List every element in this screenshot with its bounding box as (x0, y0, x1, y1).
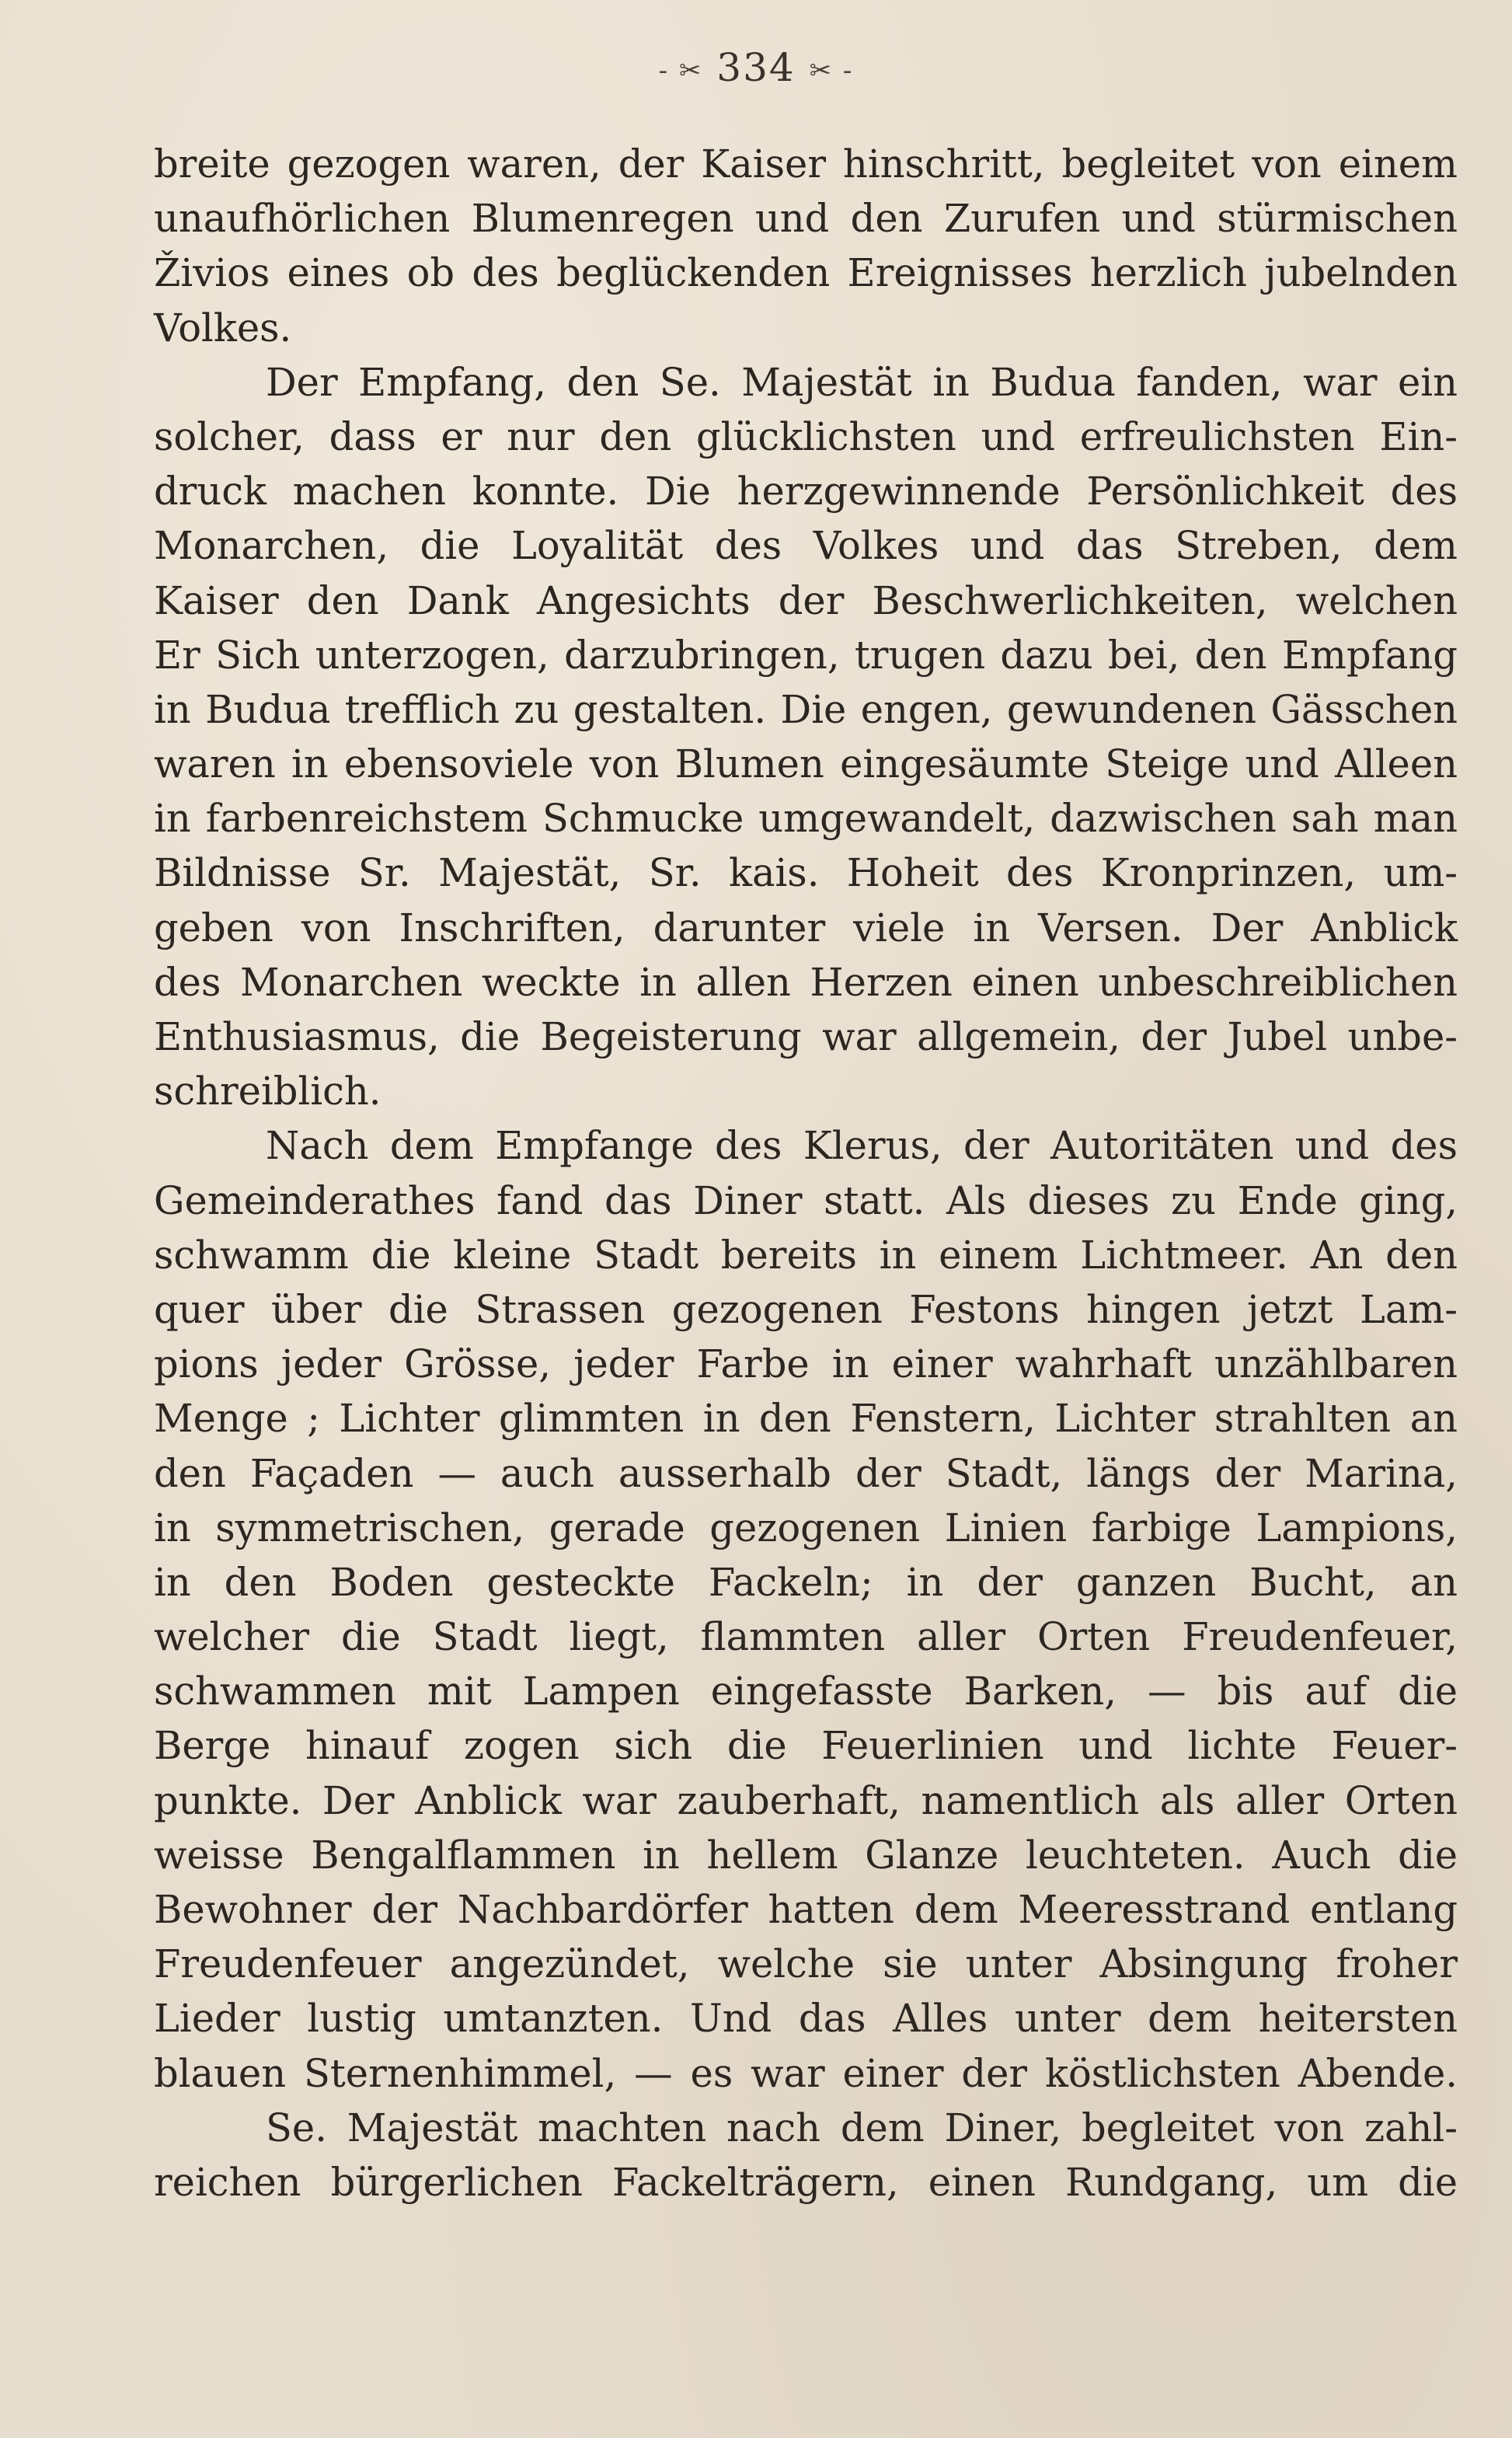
text-line: des Monarchen weckte in allen Herzen einen unbeschreiblichen (154, 959, 1458, 1005)
text-line: Er Sich unterzogen, darzubringen, trugen dazu bei, den Empfang (154, 632, 1458, 678)
text-line: Živios eines ob des beglückenden Ereignisses herzlich jubelnden (154, 250, 1458, 296)
body-text (154, 137, 1458, 2210)
text-line: den Façaden — auch ausserhalb der Stadt, längs der Marina, (154, 1450, 1458, 1496)
text-line: in den Boden gesteckte Fackeln; in der ganzen Bucht, an (154, 1559, 1458, 1605)
text-line: Gemeinderathes fand das Diner statt. Als dieses zu Ende ging, (154, 1177, 1458, 1223)
text-line: schreiblich. (154, 1069, 381, 1114)
text-line: druck machen konnte. Die herzgewinnende Persönlichkeit des (154, 469, 1458, 514)
text-line: Nach dem Empfange des Klerus, der Autoritäten und des (266, 1123, 1458, 1169)
text-line: Bewohner der Nachbardörfer hatten dem Meeresstrand entlang (154, 1887, 1458, 1932)
text-line: Lieder lustig umtanzten. Und das Alles unter dem heitersten (154, 1996, 1458, 2042)
right-ornament: ✂ - (809, 55, 854, 86)
page-number: 334 (716, 45, 796, 90)
text-line: Volkes. (154, 305, 292, 351)
text-line: waren in ebensoviele von Blumen eingesäumte Steige und Alleen (154, 741, 1458, 787)
text-line: in Budua trefflich zu gestalten. Die engen, gewundenen Gässchen (154, 686, 1458, 732)
text-line: reichen bürgerlichen Fackelträgern, einen Rundgang, um die (154, 2159, 1458, 2205)
text-line: quer über die Strassen gezogenen Festons hingen jetzt Lam- (154, 1286, 1458, 1332)
text-line: blauen Sternenhimmel, — es war einer der köstlichsten Abende. (154, 2050, 1458, 2096)
text-line: in farbenreichstem Schmucke umgewandelt, dazwischen sah man (154, 796, 1458, 842)
left-ornament: - ✂ (658, 55, 703, 86)
text-line: schwamm die kleine Stadt bereits in einem Lichtmeer. An den (154, 1232, 1458, 1278)
text-line: punkte. Der Anblick war zauberhaft, namentlich als aller Orten (154, 1777, 1458, 1823)
text-line: Se. Majestät machten nach dem Diner, begleitet von zahl- (266, 2105, 1458, 2150)
text-line: Menge ; Lichter glimmten in den Fenstern, Lichter strahlten an (154, 1396, 1458, 1442)
text-line: pions jeder Grösse, jeder Farbe in einer wahrhaft unzählbaren (154, 1341, 1458, 1387)
text-line: in symmetrischen, gerade gezogenen Linien farbige Lampions, (154, 1505, 1458, 1550)
text-line: Bildnisse Sr. Majestät, Sr. kais. Hoheit des Kronprinzen, um- (154, 850, 1458, 896)
text-line: Freudenfeuer angezündet, welche sie unter Absingung froher (154, 1941, 1458, 1987)
text-line: Kaiser den Dank Angesichts der Beschwerlichkeiten, welchen (154, 577, 1458, 623)
text-line: unaufhörlichen Blumenregen und den Zurufen und stürmischen (154, 196, 1458, 242)
text-line: welcher die Stadt liegt, flammten aller Orten Freudenfeuer, (154, 1614, 1458, 1660)
text-line: weisse Bengalflammen in hellem Glanze leuchteten. Auch die (154, 1832, 1458, 1878)
text-line: breite gezogen waren, der Kaiser hinschritt, begleitet von einem (154, 141, 1458, 187)
text-line: Monarchen, die Loyalität des Volkes und das Streben, dem (154, 523, 1458, 569)
page-header (0, 45, 1512, 90)
text-line: solcher, dass er nur den glücklichsten und erfreulichsten Ein- (154, 413, 1458, 459)
text-line: Enthusiasmus, die Begeisterung war allgemein, der Jubel unbe- (154, 1014, 1458, 1059)
text-line: Berge hinauf zogen sich die Feuerlinien und lichte Feuer- (154, 1723, 1458, 1769)
text-line: Der Empfang, den Se. Majestät in Budua fanden, war ein (266, 359, 1458, 405)
text-line: schwammen mit Lampen eingefasste Barken, — bis auf die (154, 1669, 1458, 1714)
text-line: geben von Inschriften, darunter viele in Versen. Der Anblick (154, 905, 1458, 950)
